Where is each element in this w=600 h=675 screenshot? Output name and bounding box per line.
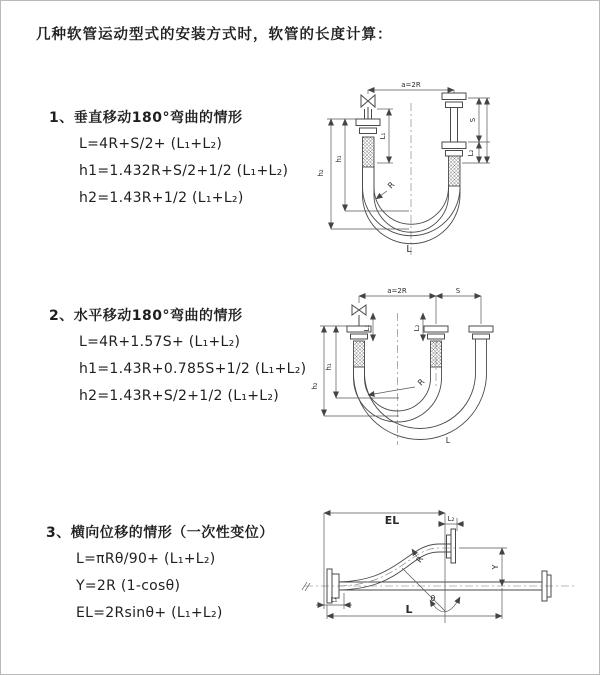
section-horizontal-bend	[49, 305, 306, 404]
formula-s2-h2: h2=1.43R+S/2+1/2 (L₁+L₂)	[79, 388, 280, 404]
dim-label-a2r: a=2R	[401, 81, 421, 89]
dim-a2r	[368, 81, 454, 94]
page-title: 几种软管运动型式的安装方式时，软管的长度计算：	[36, 27, 393, 43]
dim-label-el: EL	[384, 514, 400, 527]
formula-s2-length: L=4R+1.57S+ (L₁+L₂)	[79, 334, 241, 350]
dim-label-l-total: L	[405, 603, 413, 616]
dim-label-l-total: L	[406, 244, 412, 255]
hose-s-curve	[339, 544, 457, 590]
dim-label-y: Y	[491, 564, 500, 570]
hose-braid	[363, 137, 375, 167]
dim-el	[324, 513, 445, 609]
radius-label: R	[386, 180, 397, 191]
section-lateral-displacement	[46, 522, 274, 621]
radius-label: R	[416, 377, 427, 388]
section-2-heading: 2、水平移动180°弯曲的情形	[49, 308, 243, 324]
hose-braid	[354, 341, 365, 367]
dim-label-s: S	[469, 117, 477, 123]
formula-s1-h2: h2=1.43R+1/2 (L₁+L₂)	[79, 190, 244, 206]
dim-label-s: S	[455, 287, 461, 295]
section-3-heading: 3、横向位移的情形（一次性变位）	[46, 525, 274, 541]
valve-icon	[361, 95, 375, 119]
right-pipe-moved	[469, 326, 493, 339]
dim-label-l-total: L	[445, 436, 451, 445]
section-vertical-bend	[49, 107, 288, 206]
dim-label-l2: L₂	[467, 149, 475, 157]
dim-label-l1: L₁	[330, 596, 338, 604]
dim-y	[459, 548, 507, 586]
dim-label-h2: h₂	[317, 169, 325, 177]
formula-s1-h1: h1=1.432R+S/2+1/2 (L₁+L₂)	[79, 163, 289, 179]
upper-flange	[447, 529, 456, 563]
formula-s3-length: L=πRθ/90+ (L₁+L₂)	[76, 551, 216, 567]
formula-s3-y: Y=2R (1-cosθ)	[76, 578, 181, 594]
dim-label-h2: h₂	[311, 382, 319, 390]
break-mark	[302, 582, 310, 591]
valve-icon	[352, 305, 366, 326]
dim-label-a2r: a=2R	[387, 287, 407, 295]
dim-a2r-s	[359, 287, 481, 324]
dim-label-l2: L₂	[447, 515, 455, 523]
formula-s2-h1: h1=1.43R+0.785S+1/2 (L₁+L₂)	[79, 361, 307, 377]
dim-l2	[413, 313, 423, 341]
dim-l1	[316, 593, 352, 609]
radius-label: R	[414, 554, 426, 565]
diagram-vertical-bend	[311, 71, 600, 266]
section-1-heading: 1、垂直移动180°弯曲的情形	[49, 110, 243, 126]
angle-label: θ	[430, 594, 436, 603]
dim-label-h1: h₁	[325, 363, 333, 371]
dim-label-l1: L₁	[379, 132, 387, 140]
diagram-lateral-displacement	[299, 501, 599, 675]
dim-l1	[377, 109, 393, 163]
dim-label-h1: h₁	[335, 155, 343, 163]
hose-braid	[431, 341, 442, 367]
hose-braid	[449, 156, 461, 186]
dim-h1-h2	[317, 119, 409, 229]
dim-label-l1: L₁	[363, 324, 371, 332]
dim-l	[327, 588, 502, 619]
diagram-horizontal-bend	[311, 283, 600, 458]
hose-u-curves	[354, 339, 487, 440]
middle-pipe	[424, 326, 448, 367]
dim-s-l2	[462, 98, 490, 163]
radius-callout	[376, 180, 397, 199]
formula-s1-length: L=4R+S/2+ (L₁+L₂)	[79, 136, 223, 152]
dim-label-l2: L₂	[413, 324, 421, 332]
right-pipe	[442, 93, 466, 186]
formula-s3-el: EL=2Rsinθ+ (L₁+L₂)	[76, 605, 223, 621]
